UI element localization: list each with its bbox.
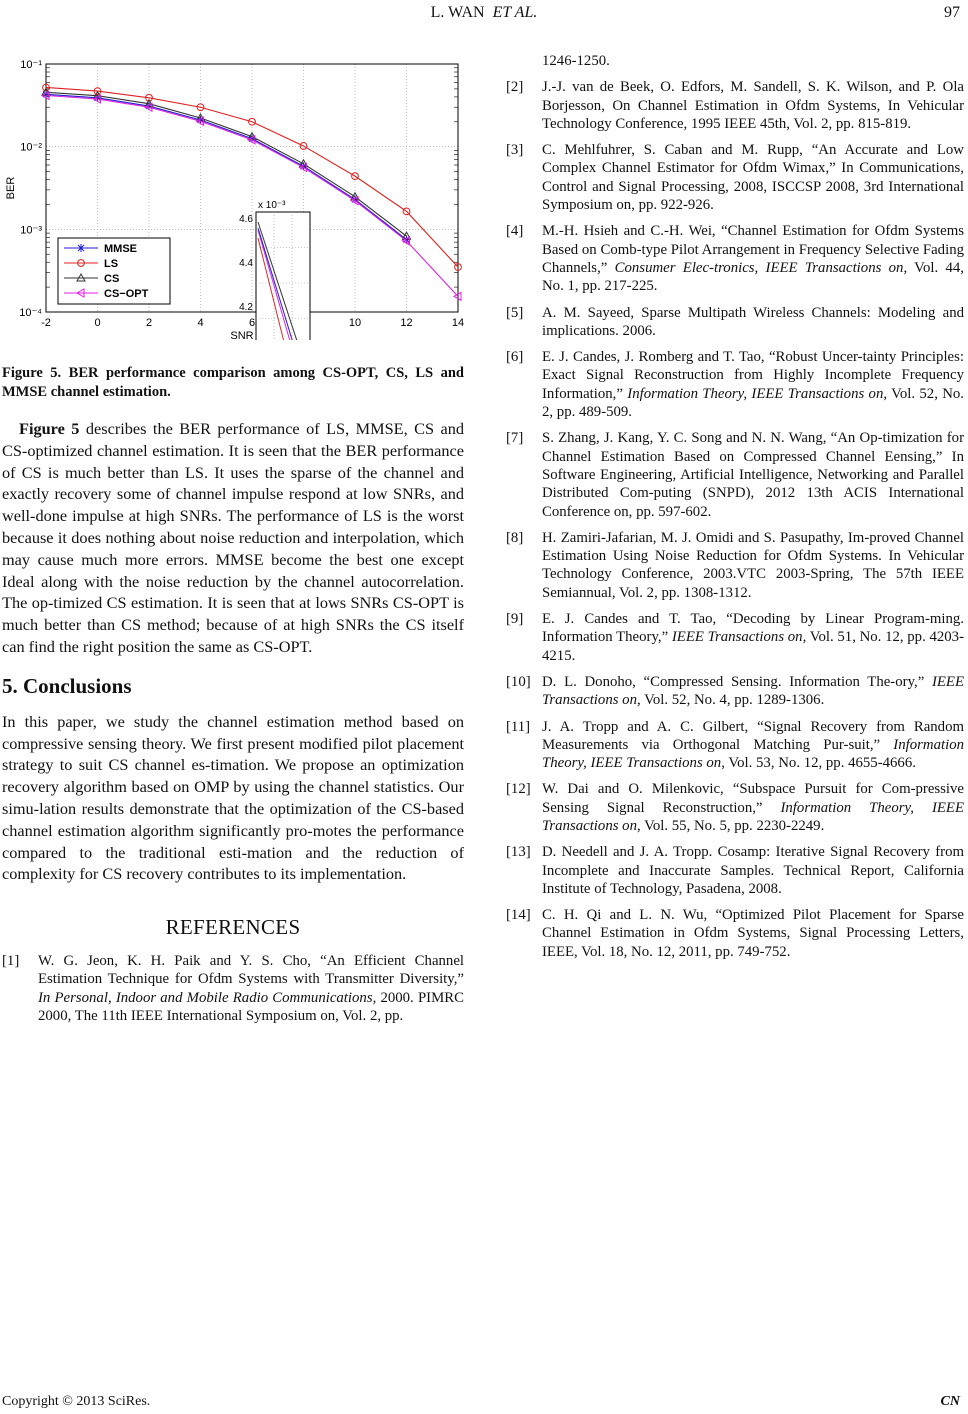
y-axis-label: BER <box>5 176 17 200</box>
ber-chart <box>2 40 464 340</box>
reference-text <box>542 348 964 421</box>
reference-1-continuation-text: 1246-1250. <box>542 53 610 69</box>
footer-copyright: Copyright © 2013 SciRes. <box>2 1394 151 1409</box>
reference-number: [11] <box>506 718 531 735</box>
reference-text-part: M.-H. Hsieh and C.-H. Wei, “Channel Estimation for Ofdm Systems Based on Comb-type Pilot Arrangement in Frequency Selective Fading Channels,” <box>542 223 964 276</box>
reference-text-part: C. Mehlfuhrer, S. Caban and M. Rupp, “An Accurate and Low Complex Channel Estimator for Ofdm Wimax,” In Communications, Control and Signal Processing, 2008, ISCCSP 2008, 3rd International Symposium on, pp. 922-926. <box>542 142 964 214</box>
reference-text-part: , Vol. 53, No. 12, pp. 4655-4666. <box>721 755 916 772</box>
reference-item <box>506 843 964 898</box>
reference-text-part: H. Zamiri-Jafarian, M. J. Omidi and S. Pasupathy, Im-proved Channel Estimation Using Noise Reduction for Ofdm Systems. In Vehicular Technology Conference, 2003.VTC 2003-Spring, The 57th IEEE Semiannual, Vol. 2, pp. 1308-1312. <box>542 529 964 601</box>
reference-text <box>542 780 964 835</box>
reference-item <box>506 610 964 665</box>
inset-y-tick: 4.2 <box>239 302 253 313</box>
x-tick-label: 14 <box>451 317 464 329</box>
reference-number: [8] <box>506 529 524 546</box>
y-tick-label: 10⁻² <box>20 141 42 154</box>
x-tick-label: 12 <box>400 317 413 329</box>
reference-item <box>506 718 964 773</box>
reference-italic-part: In Personal, Indoor and Mobile Radio Communications, <box>38 989 377 1006</box>
reference-item <box>506 304 964 341</box>
reference-italic-part: Information Theory, IEEE Transactions on <box>542 736 964 772</box>
reference-text-part: , Vol. 52, No. 2, pp. 489-509. <box>542 385 964 421</box>
reference-text-part: W. Dai and O. Milenkovic, “Subspace Pursuit for Com-pressive Sensing Signal Reconstruction,” <box>542 781 964 816</box>
reference-text <box>542 78 964 133</box>
footer-journal: CN <box>940 1394 960 1409</box>
reference-text <box>542 141 964 214</box>
reference-text-part: , Vol. 51, No. 12, pp. 4203-4215. <box>542 629 964 664</box>
reference-italic-part: Information Theory, IEEE Transactions on <box>627 385 884 402</box>
reference-number: [12] <box>506 781 531 798</box>
reference-number: [2] <box>506 79 524 96</box>
reference-item <box>506 222 964 295</box>
section-heading-conclusions: 5. Conclusions <box>2 673 132 698</box>
reference-text <box>542 673 964 710</box>
reference-italic-part: IEEE Transactions on <box>542 673 964 709</box>
reference-italic-part: Consumer Elec-tronics, IEEE Transactions on <box>614 259 904 276</box>
paragraph-1-text: describes the BER performance of LS, MMSE, CS and CS-optimized channel estimation. It is seen that the BER performance of CS is much better than LS. It uses the sparse of the channel and exactly recovery some of channel impulse respond at low SNRs, and well-done impulse at high SNRs. The performance of LS is the worst because it does nothing about noise reduction and interpolation, which may cause much more errors. MMSE become the best one except Ideal along with the noise reduction by the channel autocorrelation. The op-timized CS estimation. It is seen that at lows SNRs CS-OPT is much better than CS method; because of at high SNRs the CS itself can find the right position the same as CS-OPT. <box>2 419 464 656</box>
legend-label: LS <box>104 258 119 270</box>
reference-text <box>38 952 464 1025</box>
reference-text-part: S. Zhang, J. Kang, Y. C. Song and N. N. Wang, “An Op-timization for Channel Estimation Based on Compressed Channel Eensing,” In Software Engineering, Artificial Intelligence, Networking and Parallel Distributed Com-puting (SNPD), 2012 13th ACIS International Conference on, pp. 597-602. <box>542 430 964 520</box>
header-author: L. WAN <box>430 4 485 21</box>
reference-text <box>542 718 964 773</box>
reference-number: [4] <box>506 223 524 240</box>
x-tick-label: 6 <box>248 317 256 329</box>
reference-number: [3] <box>506 142 524 159</box>
reference-text-part: , Vol. 55, No. 5, pp. 2230-2249. <box>636 817 825 834</box>
reference-text <box>542 529 964 602</box>
y-tick-label: 10⁻³ <box>20 224 42 237</box>
inset-frame <box>256 212 310 340</box>
y-tick-label: 10⁻⁴ <box>19 307 42 319</box>
reference-continuation <box>506 52 964 70</box>
reference-number: [14] <box>506 907 531 924</box>
y-tick-label: 10⁻¹ <box>20 59 42 71</box>
header-etal: ET AL. <box>492 4 538 21</box>
x-tick-label: -2 <box>41 317 51 329</box>
legend-label: MMSE <box>104 243 137 255</box>
x-axis-label: SNR <box>230 330 254 340</box>
reference-item <box>506 429 964 520</box>
inset-y-tick: 4.6 <box>239 214 253 225</box>
reference-number: [1] <box>2 953 20 970</box>
body-paragraph-1 <box>2 418 464 658</box>
reference-italic-part: IEEE Transactions on <box>671 629 803 646</box>
reference-number: [13] <box>506 844 531 861</box>
references-list-right <box>506 78 964 961</box>
reference-item <box>506 780 964 835</box>
figure-5 <box>2 40 464 340</box>
body-paragraph-2: In this paper, we study the channel estimation method based on compressive sensing theory. We first present modified pilot placement strategy to suit CS channel es-timation. We propose an optimization recovery algorithm based on OMP by using the channel statistics. Our simu-lation results demonstrate that the optimization of the CS-based channel estimation algorithm significantly pro-motes the performance compared to the traditional esti-mation and the reduction of complexity for CS recovery contributes to its implementation. <box>2 711 464 884</box>
reference-text-part: J. A. Tropp and A. C. Gilbert, “Signal Recovery from Random Measurements via Orthogonal Matching Pur-suit,” <box>542 718 964 753</box>
reference-item <box>506 141 964 214</box>
reference-text <box>542 906 964 961</box>
references-heading: REFERENCES <box>165 915 301 940</box>
reference-number: [9] <box>506 611 524 628</box>
reference-item <box>506 78 964 133</box>
running-header <box>0 4 968 28</box>
inset-multiplier: x 10⁻³ <box>258 200 286 211</box>
figure-caption: Figure 5. BER performance comparison among CS-OPT, CS, LS and MMSE channel estimation. <box>2 365 464 400</box>
left-column <box>2 40 464 1033</box>
reference-text <box>542 610 964 665</box>
reference-number: [10] <box>506 673 531 690</box>
reference-item <box>2 952 464 1025</box>
reference-item <box>506 673 964 710</box>
reference-text-part: E. J. Candes, J. Romberg and T. Tao, “Robust Uncer-tainty Principles: Exact Signal Reconstruction from Highly Incomplete Frequency Information,” <box>542 349 964 402</box>
reference-text-part: J.-J. van de Beek, O. Edfors, M. Sandell, S. K. Wilson, and P. Ola Borjesson, On Channel Estimation in Ofdm Systems, In Vehicular Technology Conference, 1995 IEEE 45th, Vol. 2, pp. 815-819. <box>542 79 964 132</box>
reference-text-part: A. M. Sayeed, Sparse Multipath Wireless Channels: Modeling and implications. 2006. <box>542 304 964 339</box>
reference-text <box>542 429 964 520</box>
x-tick-label: 10 <box>348 317 362 329</box>
reference-text <box>542 304 964 341</box>
reference-item <box>506 906 964 961</box>
figure-reference: Figure 5 <box>19 419 80 438</box>
reference-text <box>542 843 964 898</box>
reference-number: [5] <box>506 304 524 321</box>
reference-text-part: D. L. Donoho, “Compressed Sensing. Information The-ory,” <box>542 673 932 690</box>
reference-text-part: 2000. PIMRC 2000, The 11th IEEE International Symposium on, Vol. 2, pp. <box>38 989 464 1025</box>
reference-text-part: C. H. Qi and L. N. Wu, “Optimized Pilot Placement for Sparse Channel Estimation in Ofdm Systems, Signal Processing Letters, IEEE, Vol. 18, No. 12, 2011, pp. 749-752. <box>542 907 964 960</box>
reference-text-part: , Vol. 52, No. 4, pp. 1289-1306. <box>636 692 825 709</box>
x-tick-label: 0 <box>94 317 101 329</box>
page-number: 97 <box>944 4 960 21</box>
reference-text-part: W. G. Jeon, K. H. Paik and Y. S. Cho, “An Efficient Channel Estimation Technique for Ofdm Systems with Transmitter Diversity,” <box>38 953 464 988</box>
reference-italic-part: Information Theory, IEEE Transactions on <box>542 799 964 834</box>
reference-number: [6] <box>506 349 524 366</box>
x-tick-label: 2 <box>145 317 153 329</box>
reference-text <box>542 222 964 295</box>
legend-label: CS <box>104 273 120 285</box>
reference-text-part: D. Needell and J. A. Tropp. Cosamp: Iterative Signal Recovery from Incomplete and Inaccurate Samples. Technical Report, California Institute of Technology, Pasadena, 2008. <box>542 844 964 897</box>
legend-label: CS−OPT <box>104 288 149 300</box>
reference-item <box>506 348 964 421</box>
reference-item <box>506 529 964 602</box>
reference-text-part: , Vol. 44, No. 1, pp. 217-225. <box>542 259 964 295</box>
inset-y-tick: 4.4 <box>239 258 253 269</box>
references-list-left <box>2 952 464 1025</box>
right-column <box>506 52 964 969</box>
reference-number: [7] <box>506 430 524 447</box>
x-tick-label: 4 <box>197 317 204 329</box>
reference-text-part: E. J. Candes and T. Tao, “Decoding by Linear Program-ming. Information Theory,” <box>542 611 964 646</box>
